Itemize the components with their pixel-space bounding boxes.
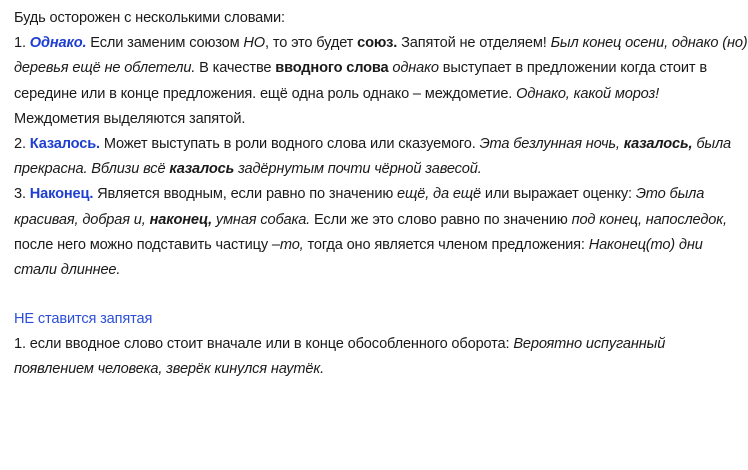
item1-line3 — [14, 82, 660, 107]
item1-example: Однако, какой мороз! — [516, 85, 660, 102]
item3-text: под конец, напоследок, — [571, 211, 727, 228]
item1-text: В качестве — [195, 60, 276, 77]
item1-example: Был конец осени, однако (но) — [550, 35, 748, 52]
intro-text: Будь осторожен с несколькими словами: — [14, 10, 285, 26]
item3-example: Наконец(то) дни — [588, 236, 703, 253]
item3-text: Если же это слово равно по значению — [310, 211, 572, 228]
section2-text: 1. если вводное слово стоит вначале или в конце обособленного оборота: — [14, 336, 514, 353]
item2-example: казалось, — [623, 135, 693, 152]
item1-line1 — [14, 31, 748, 56]
item2-text: Может выступать в роли водного слова или сказуемого. — [99, 135, 480, 152]
section2-example: Вероятно испуганный — [513, 336, 666, 353]
section-gap — [14, 283, 628, 307]
item3-keyword: Наконец. — [29, 186, 94, 203]
item3-text: или выражает оценку: — [481, 186, 636, 203]
section2-heading-line — [14, 307, 628, 332]
item2-example: Эта безлунная ночь, — [479, 135, 624, 152]
item3-line1 — [14, 182, 705, 207]
item3-line2 — [14, 208, 727, 233]
section2-line1 — [14, 332, 666, 357]
item1-text: , то это будет — [265, 35, 358, 52]
section2-line2 — [14, 357, 628, 382]
item3-line3 — [14, 233, 703, 258]
item1-text: Междометия выделяются запятой. — [14, 110, 246, 127]
section2-heading: НЕ ставится запятая — [14, 311, 153, 328]
item1-text: середине или в конце предложения. ещё одна роль однако – междометие. — [14, 85, 517, 102]
item1-number: 1. — [14, 35, 30, 52]
intro-line — [14, 6, 628, 31]
item1-text: Если заменим союзом — [86, 35, 244, 52]
item3-number: 3. — [14, 186, 30, 203]
item1-text: НО — [243, 35, 266, 52]
item3-text: –то, — [271, 236, 304, 253]
item2-number: 2. — [14, 135, 30, 152]
item3-text: после него можно подставить частицу — [14, 236, 272, 253]
item1-keyword: Однако. — [29, 35, 87, 52]
item1-example: деревья ещё не облетели. — [14, 60, 196, 77]
item1-text: союз. — [357, 35, 398, 52]
item3-example: умная собака. — [212, 211, 311, 228]
item3-text: Является вводным, если равно по значению — [93, 186, 398, 203]
section2-example: появлением человека, зверёк кинулся наутёк. — [14, 361, 324, 378]
item3-text: ещё, да ещё — [397, 186, 482, 203]
item2-example: прекрасна. Вблизи всё — [14, 161, 170, 178]
item1-text: Запятой не отделяем! — [397, 35, 551, 52]
item3-text: тогда оно является членом предложения: — [303, 236, 589, 253]
item1-line2 — [14, 56, 707, 81]
item1-line4 — [14, 107, 628, 132]
item3-example: наконец, — [149, 211, 213, 228]
item3-example: красивая, добрая и, — [14, 211, 150, 228]
item2-line2 — [14, 157, 628, 182]
item1-text: выступает в предложении когда стоит в — [438, 60, 707, 77]
item1-text: однако — [392, 60, 439, 77]
item1-text: вводного слова — [275, 60, 389, 77]
item2-example: была — [692, 135, 732, 152]
item2-line1 — [14, 132, 732, 157]
item2-example: казалось — [169, 161, 235, 178]
item3-example: стали длиннее. — [14, 261, 121, 278]
item3-line4 — [14, 258, 628, 283]
item3-example: Это была — [635, 186, 705, 203]
item2-example: задёрнутым почти чёрной завесой. — [234, 161, 482, 178]
item2-keyword: Казалось. — [29, 135, 100, 152]
